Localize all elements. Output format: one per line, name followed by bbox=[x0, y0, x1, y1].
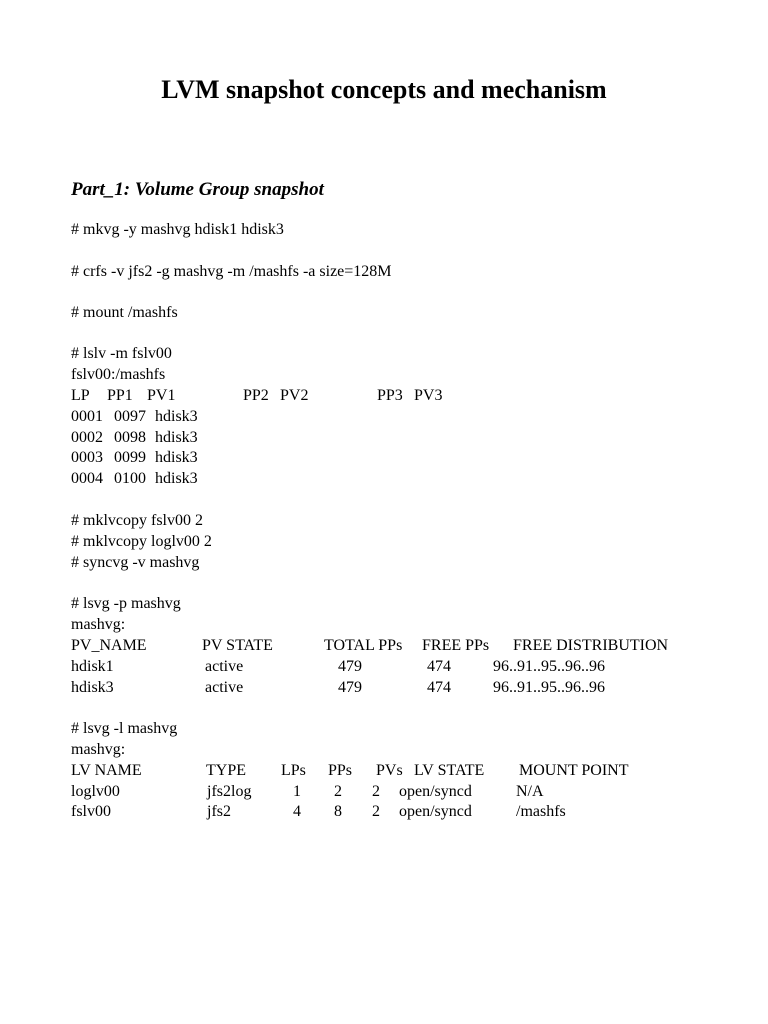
lslv-header-lp: LP bbox=[71, 387, 90, 404]
lslv-header-pv1: PV1 bbox=[147, 387, 176, 404]
lsvg-l-cell-lps: 1 bbox=[293, 783, 301, 800]
lsvg-l-cell-type: jfs2log bbox=[207, 783, 252, 800]
lsvg-l-header-pvs: PVs bbox=[376, 762, 403, 779]
lsvg-p-cell-pv-state: active bbox=[205, 679, 244, 696]
lsvg-l-header-pps: PPs bbox=[328, 762, 353, 779]
lsvg-l-cell-type: jfs2 bbox=[207, 803, 231, 820]
lslv-cell-lp: 0004 bbox=[71, 470, 103, 487]
lsvg-l-cell-lps: 4 bbox=[293, 803, 301, 820]
lsvg-p-cell-free-pps: 474 bbox=[427, 658, 451, 675]
lslv-cell-lp: 0002 bbox=[71, 429, 103, 446]
lsvg-p-cell-total-pps: 479 bbox=[338, 679, 362, 696]
lslv-header-pv3: PV3 bbox=[414, 387, 443, 404]
command-mount: # mount /mashfs bbox=[71, 304, 178, 321]
command-lsvg-p: # lsvg -p mashvg bbox=[71, 595, 181, 612]
lsvg-p-cell-free-pps: 474 bbox=[427, 679, 451, 696]
lsvg-l-cell-lv-name: loglv00 bbox=[71, 783, 120, 800]
command-mklvcopy-loglv: # mklvcopy loglv00 2 bbox=[71, 533, 212, 550]
lsvg-p-header-free-distribution: FREE DISTRIBUTION bbox=[513, 637, 669, 654]
lsvg-p-cell-free-distribution: 96..91..95..96..96 bbox=[493, 658, 605, 675]
lsvg-p-output-label: mashvg: bbox=[71, 616, 126, 633]
lslv-cell-lp: 0001 bbox=[71, 408, 103, 425]
lsvg-l-cell-lv-state: open/syncd bbox=[399, 783, 472, 800]
lsvg-p-header-free-pps: FREE PPs bbox=[422, 637, 490, 654]
command-lslv: # lslv -m fslv00 bbox=[71, 345, 172, 362]
lsvg-l-cell-lv-name: fslv00 bbox=[71, 803, 111, 820]
page-title: LVM snapshot concepts and mechanism bbox=[161, 75, 607, 104]
command-lsvg-l: # lsvg -l mashvg bbox=[71, 720, 178, 737]
lslv-cell-pp1: 0099 bbox=[114, 449, 146, 466]
lsvg-l-cell-mount-point: /mashfs bbox=[516, 803, 566, 820]
lsvg-p-header-pv-name: PV_NAME bbox=[71, 637, 147, 654]
lslv-cell-pv1: hdisk3 bbox=[155, 429, 198, 446]
lsvg-l-header-mount-point: MOUNT POINT bbox=[519, 762, 629, 779]
lsvg-p-cell-total-pps: 479 bbox=[338, 658, 362, 675]
section-heading: Part_1: Volume Group snapshot bbox=[71, 179, 324, 200]
lsvg-l-output-label: mashvg: bbox=[71, 741, 126, 758]
lslv-cell-pv1: hdisk3 bbox=[155, 408, 198, 425]
lsvg-l-header-type: TYPE bbox=[206, 762, 246, 779]
lsvg-l-header-lv-name: LV NAME bbox=[71, 762, 142, 779]
command-crfs: # crfs -v jfs2 -g mashvg -m /mashfs -a size=128M bbox=[71, 263, 392, 280]
command-mklvcopy-fslv: # mklvcopy fslv00 2 bbox=[71, 512, 203, 529]
lsvg-p-cell-free-distribution: 96..91..95..96..96 bbox=[493, 679, 605, 696]
lsvg-p-header-pv-state: PV STATE bbox=[202, 637, 273, 654]
lsvg-l-cell-lv-state: open/syncd bbox=[399, 803, 472, 820]
lslv-cell-pv1: hdisk3 bbox=[155, 470, 198, 487]
lslv-cell-pp1: 0097 bbox=[114, 408, 146, 425]
lslv-header-pv2: PV2 bbox=[280, 387, 309, 404]
lsvg-l-cell-pps: 2 bbox=[334, 783, 342, 800]
lsvg-p-header-total-pps: TOTAL PPs bbox=[324, 637, 403, 654]
lslv-cell-pv1: hdisk3 bbox=[155, 449, 198, 466]
lslv-header-pp1: PP1 bbox=[107, 387, 133, 404]
lslv-cell-lp: 0003 bbox=[71, 449, 103, 466]
lslv-header-pp2: PP2 bbox=[243, 387, 269, 404]
lslv-output-label: fslv00:/mashfs bbox=[71, 366, 166, 383]
lslv-cell-pp1: 0100 bbox=[114, 470, 146, 487]
lsvg-l-header-lps: LPs bbox=[281, 762, 306, 779]
lsvg-l-header-lv-state: LV STATE bbox=[414, 762, 485, 779]
lsvg-l-cell-pvs: 2 bbox=[372, 783, 380, 800]
command-mkvg: # mkvg -y mashvg hdisk1 hdisk3 bbox=[71, 221, 284, 238]
lsvg-p-cell-pv-name: hdisk3 bbox=[71, 679, 114, 696]
lslv-cell-pp1: 0098 bbox=[114, 429, 146, 446]
lsvg-l-cell-pps: 8 bbox=[334, 803, 342, 820]
lsvg-l-cell-mount-point: N/A bbox=[516, 783, 544, 800]
lsvg-p-cell-pv-state: active bbox=[205, 658, 244, 675]
lsvg-p-cell-pv-name: hdisk1 bbox=[71, 658, 114, 675]
lslv-header-pp3: PP3 bbox=[377, 387, 403, 404]
lsvg-l-cell-pvs: 2 bbox=[372, 803, 380, 820]
command-syncvg: # syncvg -v mashvg bbox=[71, 554, 200, 571]
